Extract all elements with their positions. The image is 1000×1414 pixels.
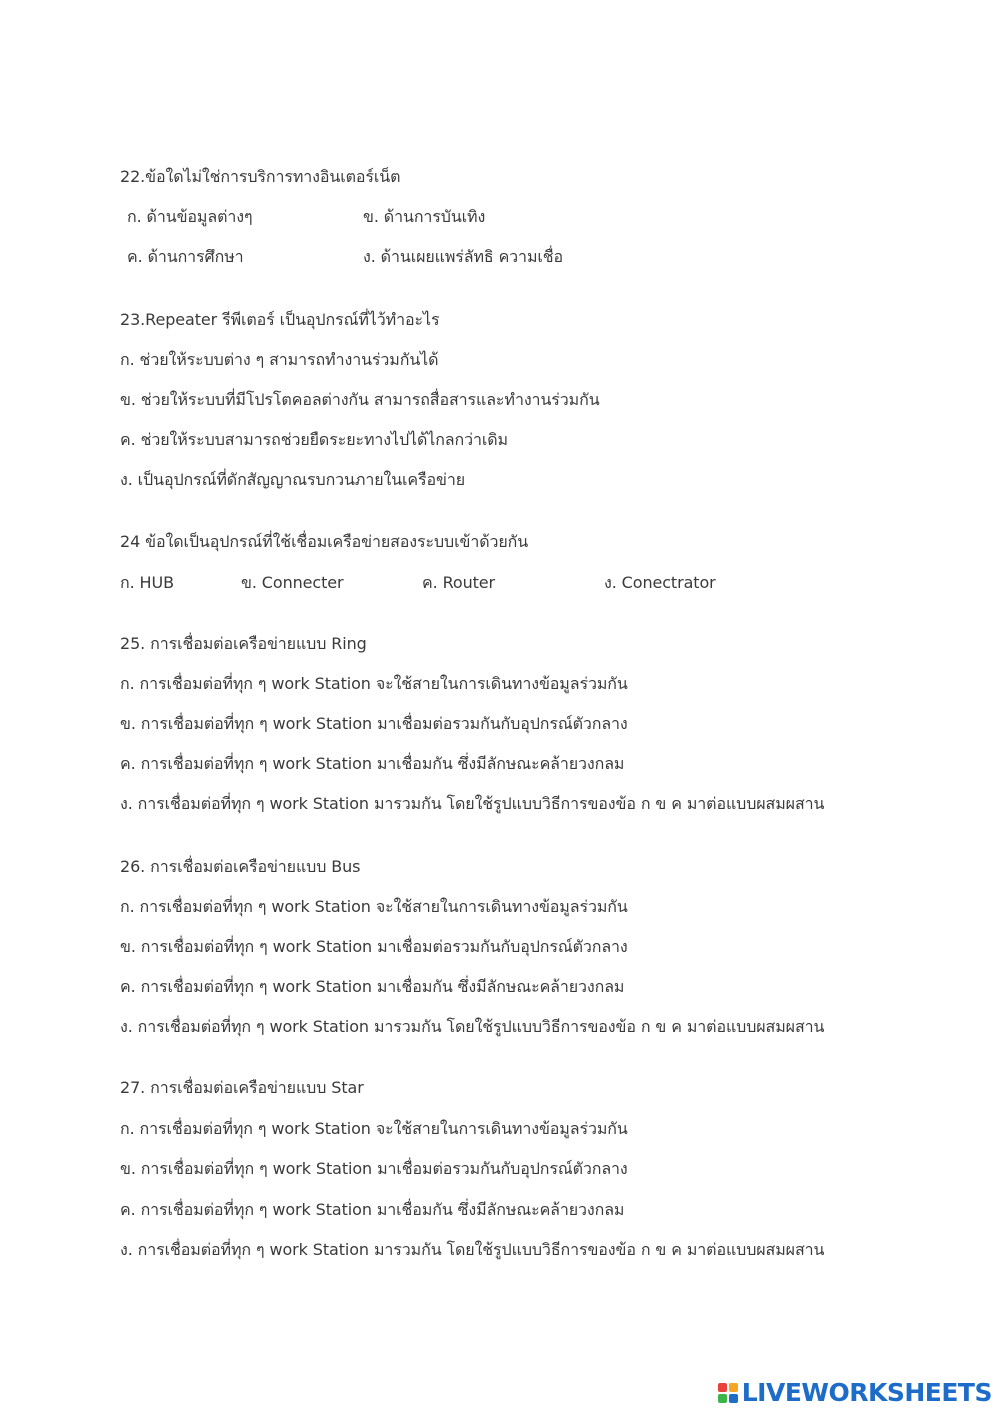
brand-name: LIVEWORKSHEETS xyxy=(741,1378,992,1407)
question-24-option-a: ก. HUB xyxy=(120,573,174,592)
question-23-option-c: ค. ช่วยให้ระบบสามารถช่วยยืดระยะทางไปได้ไกลกว่าเดิม xyxy=(120,430,508,449)
question-26-title: 26. การเชื่อมต่อเครือข่ายแบบ Bus xyxy=(120,857,361,876)
logo-square-blue xyxy=(729,1394,738,1403)
logo-square-red xyxy=(718,1383,727,1392)
question-26-option-b: ข. การเชื่อมต่อที่ทุก ๆ work Station มาเชื่อมต่อรวมกันกับอุปกรณ์ตัวกลาง xyxy=(120,937,628,956)
question-25-title: 25. การเชื่อมต่อเครือข่ายแบบ Ring xyxy=(120,634,367,653)
question-24-option-c: ค. Router xyxy=(422,573,495,592)
question-24-option-d: ง. Conectrator xyxy=(604,573,716,592)
liveworksheets-logo-icon xyxy=(718,1383,738,1403)
question-27-title: 27. การเชื่อมต่อเครือข่ายแบบ Star xyxy=(120,1078,364,1097)
question-23-option-a: ก. ช่วยให้ระบบต่าง ๆ สามารถทำงานร่วมกันได้ xyxy=(120,350,439,369)
question-25-option-a: ก. การเชื่อมต่อที่ทุก ๆ work Station จะใช้สายในการเดินทางข้อมูลร่วมกัน xyxy=(120,674,628,693)
question-25-option-c: ค. การเชื่อมต่อที่ทุก ๆ work Station มาเชื่อมกัน ซึ่งมีลักษณะคล้ายวงกลม xyxy=(120,754,625,773)
question-24-title: 24 ข้อใดเป็นอุปกรณ์ที่ใช้เชื่อมเครือข่ายสองระบบเข้าด้วยกัน xyxy=(120,532,529,551)
question-25-option-b: ข. การเชื่อมต่อที่ทุก ๆ work Station มาเชื่อมต่อรวมกันกับอุปกรณ์ตัวกลาง xyxy=(120,714,628,733)
question-27-option-b: ข. การเชื่อมต่อที่ทุก ๆ work Station มาเชื่อมต่อรวมกันกับอุปกรณ์ตัวกลาง xyxy=(120,1159,628,1178)
question-27-option-c: ค. การเชื่อมต่อที่ทุก ๆ work Station มาเชื่อมกัน ซึ่งมีลักษณะคล้ายวงกลม xyxy=(120,1200,625,1219)
logo-square-orange xyxy=(729,1383,738,1392)
question-24-option-b: ข. Connecter xyxy=(241,573,344,592)
question-26-option-a: ก. การเชื่อมต่อที่ทุก ๆ work Station จะใช้สายในการเดินทางข้อมูลร่วมกัน xyxy=(120,897,628,916)
question-23-option-d: ง. เป็นอุปกรณ์ที่ดักสัญญาณรบกวนภายในเครือข่าย xyxy=(120,470,466,489)
question-25-option-d: ง. การเชื่อมต่อที่ทุก ๆ work Station มารวมกัน โดยใช้รูปแบบวิธีการของข้อ ก ข ค มาต่อแบบผสมผสาน xyxy=(120,794,825,813)
question-27-option-d: ง. การเชื่อมต่อที่ทุก ๆ work Station มารวมกัน โดยใช้รูปแบบวิธีการของข้อ ก ข ค มาต่อแบบผสมผสาน xyxy=(120,1240,825,1259)
question-22-option-a: ก. ด้านข้อมูลต่างๆ xyxy=(127,207,253,226)
question-26-option-c: ค. การเชื่อมต่อที่ทุก ๆ work Station มาเชื่อมกัน ซึ่งมีลักษณะคล้ายวงกลม xyxy=(120,977,625,996)
question-23-title: 23.Repeater รีพีเตอร์ เป็นอุปกรณ์ที่ไว้ทำอะไร xyxy=(120,310,440,329)
question-22-option-d: ง. ด้านเผยแพร่ลัทธิ ความเชื่อ xyxy=(363,247,564,266)
question-22-title: 22.ข้อใดไม่ใช่การบริการทางอินเตอร์เน็ต xyxy=(120,167,401,186)
question-22-option-b: ข. ด้านการบันเทิง xyxy=(363,207,486,226)
question-23-option-b: ข. ช่วยให้ระบบที่มีโปรโตคอลต่างกัน สามารถสื่อสารและทำงานร่วมกัน xyxy=(120,390,600,409)
question-22-option-c: ค. ด้านการศึกษา xyxy=(127,247,244,266)
logo-square-green xyxy=(718,1394,727,1403)
question-26-option-d: ง. การเชื่อมต่อที่ทุก ๆ work Station มารวมกัน โดยใช้รูปแบบวิธีการของข้อ ก ข ค มาต่อแบบผสมผสาน xyxy=(120,1017,825,1036)
liveworksheets-brand xyxy=(718,1378,992,1408)
question-27-option-a: ก. การเชื่อมต่อที่ทุก ๆ work Station จะใช้สายในการเดินทางข้อมูลร่วมกัน xyxy=(120,1119,628,1138)
